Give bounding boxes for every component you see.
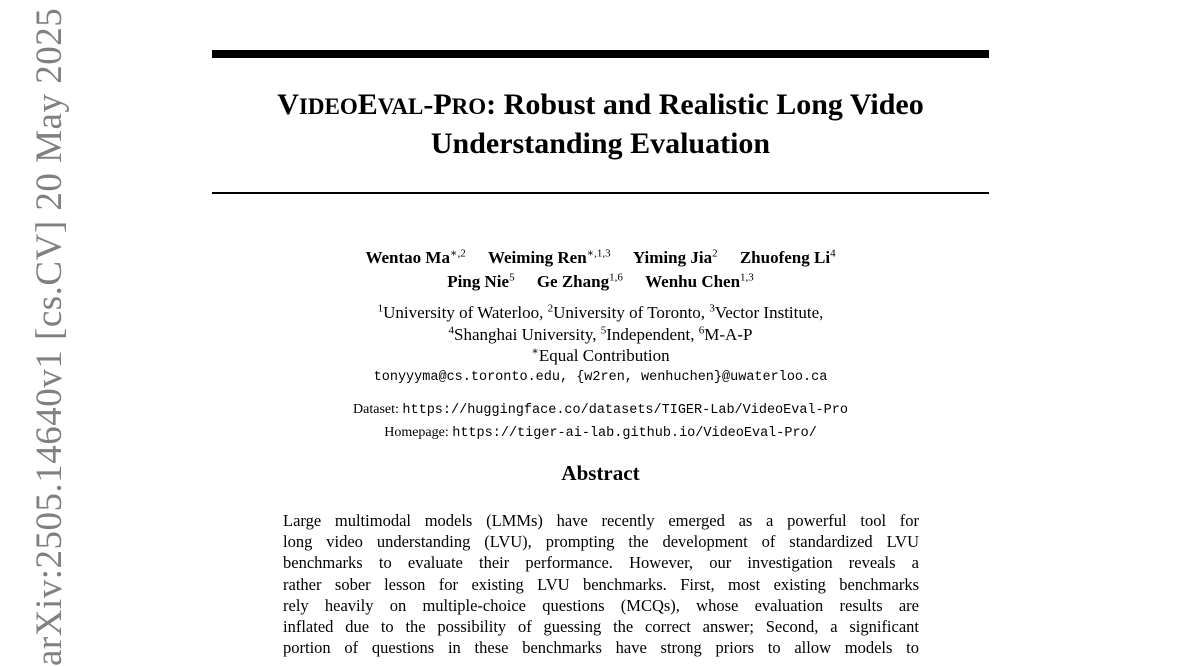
affiliations (212, 302, 989, 388)
abstract-line: inflated due to the possibility of guessing the correct answer; Second, a significant (283, 617, 919, 637)
abstract-line: long video understanding (LVU), prompting the development of standardized LVU (283, 532, 919, 552)
abstract-text (283, 510, 919, 658)
abstract-heading: Abstract (561, 461, 640, 485)
dataset-line: Dataset: https://huggingface.co/datasets/TIGER-Lab/VideoEval-Pro (353, 402, 848, 418)
title-line-2: Understanding Evaluation (430, 127, 771, 160)
author: Yiming Jia$^2$ (632, 247, 718, 267)
abstract-line: benchmarks to evaluate their performance. However, our investigation reveals a (283, 553, 919, 573)
author: Ping Nie$^5$ (447, 271, 515, 291)
author-emails: tonyyyma@cs.toronto.edu, {w2ren, wenhuchen}@uwaterloo.ca (373, 369, 828, 385)
affiliation-line-1: $^1$University of Waterloo, $^2$University of Toronto, $^3$Vector Institute, (377, 302, 824, 322)
homepage-line: Homepage: https://tiger-ai-lab.github.io/VideoEval-Pro/ (384, 425, 817, 441)
title-bottom-rule (212, 192, 989, 194)
author: Wentao $Ma^{∗,2}$ (365, 247, 466, 267)
homepage-link[interactable]: https://tiger-ai-lab.github.io/VideoEval-Pro/ (452, 426, 817, 441)
affiliation-line-2: $^4$Shanghai University, $^5$Independent, $^6$M-A-P (448, 323, 753, 344)
paper-title (212, 86, 989, 162)
abstract-line: Large multimodal models (LMMs) have recently emerged as a powerful tool for (283, 511, 919, 530)
arxiv-identifier-stamp: arXiv:2505.14640v1 [cs.CV] 20 May 2025 (29, 7, 70, 666)
author: Ge Zhang$^{1,6}$ (536, 271, 623, 291)
title-top-rule (212, 50, 989, 58)
title-line-1: VIDEOEVAL-PRO: Robust and Realistic Long Video (277, 88, 924, 121)
author: Weiming Ren$^{∗,1,3}$ (487, 247, 611, 267)
author: Zhuofeng Li$^4$ (739, 247, 836, 267)
author-list (212, 246, 989, 294)
equal-contribution-note: ∗Equal Contribution (531, 345, 670, 365)
abstract-line: rather sober lesson for existing LVU benchmarks. First, most existing benchmarks (283, 574, 919, 594)
dataset-link[interactable]: https://huggingface.co/datasets/TIGER-Lab/VideoEval-Pro (402, 403, 848, 418)
author: Wenhu Chen$^{1,3}$ (645, 271, 754, 291)
abstract-line: portion of questions in these benchmarks have strong priors to allow models to (283, 638, 919, 658)
abstract-line: rely heavily on multiple-choice questions (MCQs), whose evaluation results are (283, 595, 919, 615)
resource-links (212, 399, 989, 445)
